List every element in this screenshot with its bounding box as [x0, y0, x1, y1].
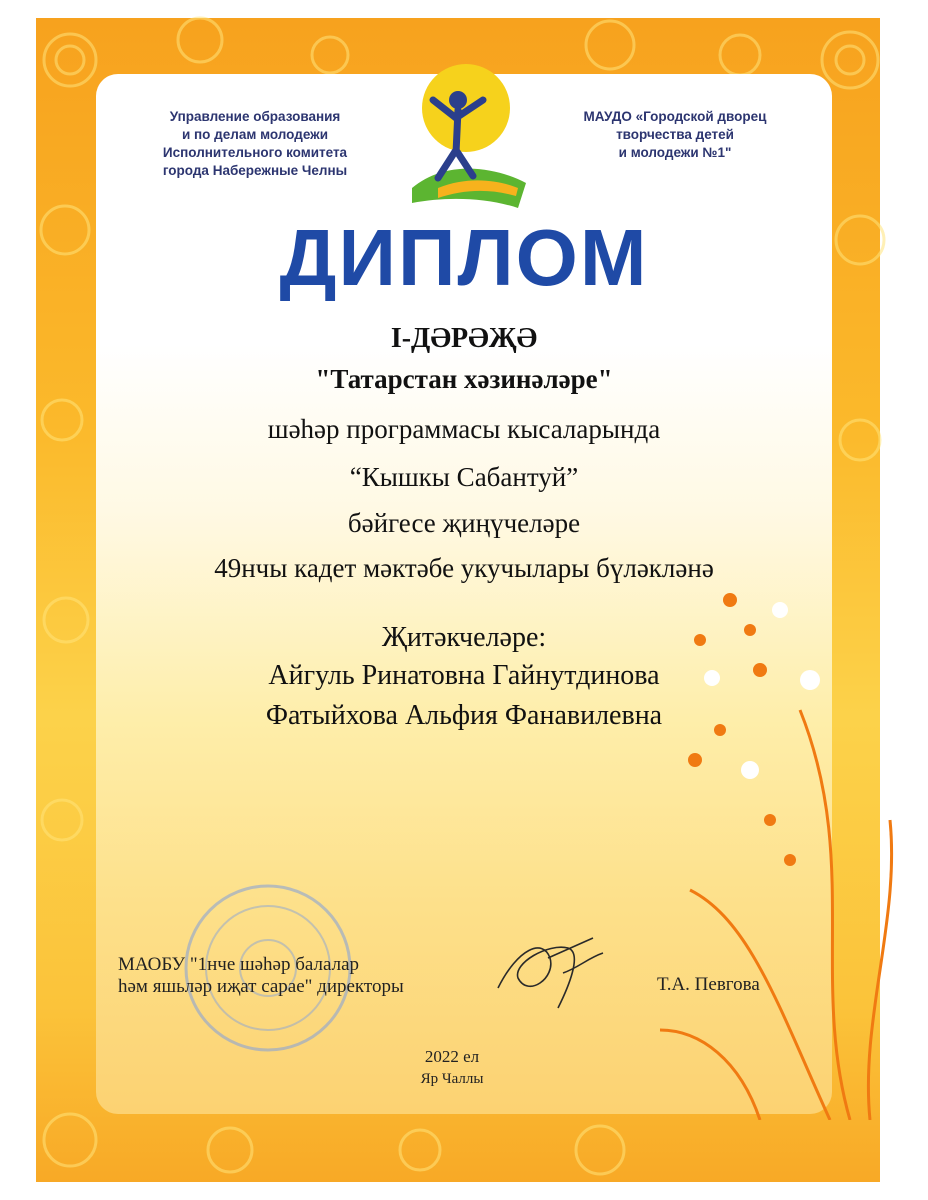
contest-name: “Кышкы Сабантуй” [349, 462, 579, 492]
program-name: "Татарстан хәзинәләре" [315, 364, 613, 394]
header-right-line: и молодежи №1" [618, 145, 732, 160]
signatory-organization [118, 954, 404, 998]
header-right-line: творчества детей [616, 127, 734, 142]
header-left-line: Управление образования [169, 109, 341, 124]
signatory-name: Т.А. Певгова [657, 974, 760, 995]
supervisor-name: Фатыйхова Альфия Фанавилевна [265, 700, 663, 731]
header-left-line: Исполнительного комитета [162, 145, 348, 160]
header-left-line: и по делам молодежи [181, 127, 329, 142]
issue-year: 2022 ел [424, 1047, 480, 1066]
degree-label: I-ДӘРӘҖӘ [390, 323, 538, 354]
diploma-title: ДИПЛОМ [279, 213, 649, 302]
signatory-line: МАОБУ "1нче шәһәр балалар [118, 954, 360, 975]
child-figure-sun-logo [398, 38, 530, 218]
contest-winners: бәйгесе җиңүчеләре [347, 508, 581, 538]
issue-city: Яр Чаллы [420, 1071, 484, 1087]
signatory-line: һәм яшьләр иҗат сарае" директоры [118, 976, 404, 997]
handwritten-signature [488, 928, 608, 1018]
program-context: шәһәр программасы кысаларында [267, 414, 661, 444]
header-right-organization [560, 108, 790, 162]
supervisors-heading: Җитәкчеләре: [381, 622, 547, 653]
header-right-line: МАУДО «Городской дворец [583, 109, 767, 124]
supervisor-name: Айгуль Ринатовна Гайнутдинова [268, 660, 660, 691]
header-left-line: города Набережные Челны [162, 163, 348, 178]
header-left-organization [130, 108, 380, 180]
awardees-line: 49нчы кадет мәктәбе укучылары бүләкләнә [214, 553, 714, 583]
